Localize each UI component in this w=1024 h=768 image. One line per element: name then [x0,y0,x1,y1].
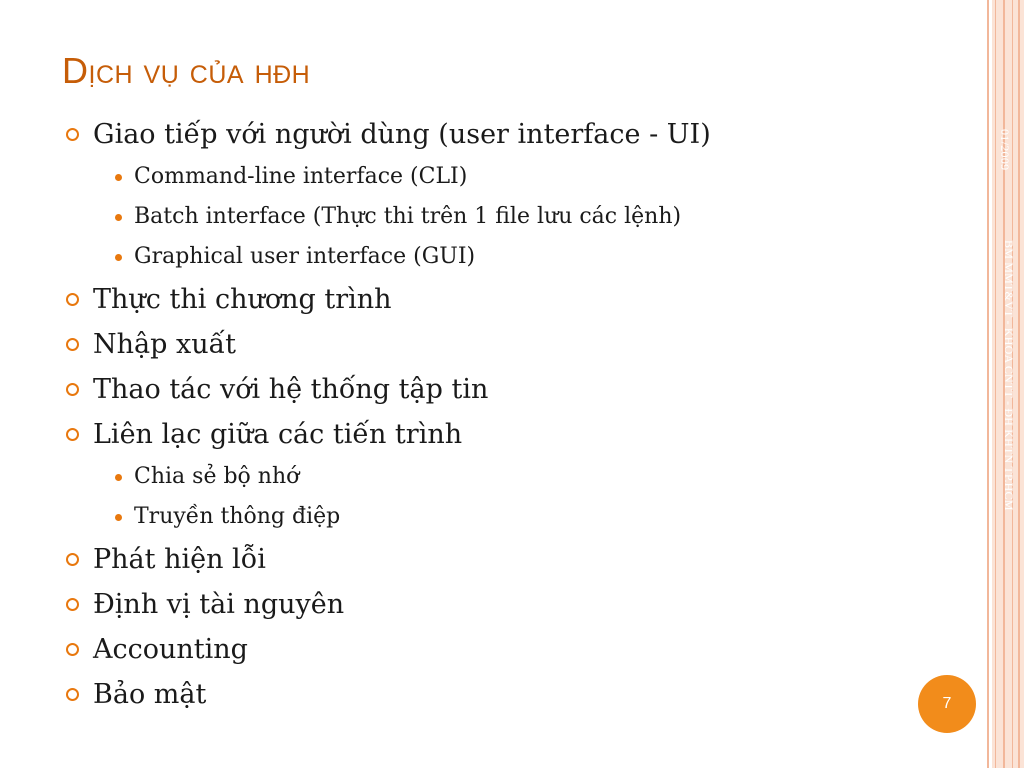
bullet-item [60,277,960,322]
bullet-item [60,537,960,582]
filled-dot-bullet-icon [115,474,122,481]
side-band-line [995,0,996,768]
bullet-item [60,672,960,717]
sub-bullet-item [105,497,960,537]
sub-bullet-item [105,457,960,497]
sub-bullet-text: Graphical user interface (GUI) [134,244,476,269]
sub-bullet-text: Batch interface (Thực thi trên 1 file lưu các lệnh) [134,204,682,229]
hollow-circle-bullet-icon [66,688,79,701]
bullet-text: Accounting [93,634,248,665]
bullet-list [60,112,960,717]
bullet-item [60,322,960,367]
side-band-line [987,0,989,768]
sub-bullet-item [105,157,960,197]
filled-dot-bullet-icon [115,514,122,521]
hollow-circle-bullet-icon [66,128,79,141]
bullet-item [60,627,960,672]
slide-footer: BM MMT&VT - KHOA CNTT - ĐH KHTN TP.HCM [1002,240,1016,511]
bullet-item [60,412,960,537]
sub-bullet-text: Truyền thông điệp [134,504,341,529]
sub-bullet-text: Chia sẻ bộ nhớ [134,464,300,489]
page-number: 7 [918,675,976,733]
filled-dot-bullet-icon [115,214,122,221]
sub-bullet-list [105,157,960,277]
hollow-circle-bullet-icon [66,428,79,441]
hollow-circle-bullet-icon [66,293,79,306]
bullet-item [60,112,960,277]
hollow-circle-bullet-icon [66,598,79,611]
hollow-circle-bullet-icon [66,553,79,566]
bullet-text: Thực thi chương trình [93,284,392,315]
bullet-item [60,367,960,412]
filled-dot-bullet-icon [115,174,122,181]
sub-bullet-item [105,197,960,237]
hollow-circle-bullet-icon [66,383,79,396]
bullet-text: Phát hiện lỗi [93,544,266,575]
bullet-text: Bảo mật [93,679,207,710]
bullet-text: Thao tác với hệ thống tập tin [93,374,489,405]
sub-bullet-list [105,457,960,537]
filled-dot-bullet-icon [115,254,122,261]
sub-bullet-text: Command-line interface (CLI) [134,164,468,189]
side-band-line [1018,0,1020,768]
slide-date: 01/2009 [998,129,1012,171]
bullet-text: Liên lạc giữa các tiến trình [93,419,463,450]
hollow-circle-bullet-icon [66,338,79,351]
sub-bullet-item [105,237,960,277]
bullet-item [60,582,960,627]
hollow-circle-bullet-icon [66,643,79,656]
bullet-text: Định vị tài nguyên [93,589,345,620]
bullet-text: Nhập xuất [93,329,236,360]
bullet-text: Giao tiếp với người dùng (user interface - UI) [93,119,711,150]
slide-title: Dịch vụ của hđh [62,50,311,91]
